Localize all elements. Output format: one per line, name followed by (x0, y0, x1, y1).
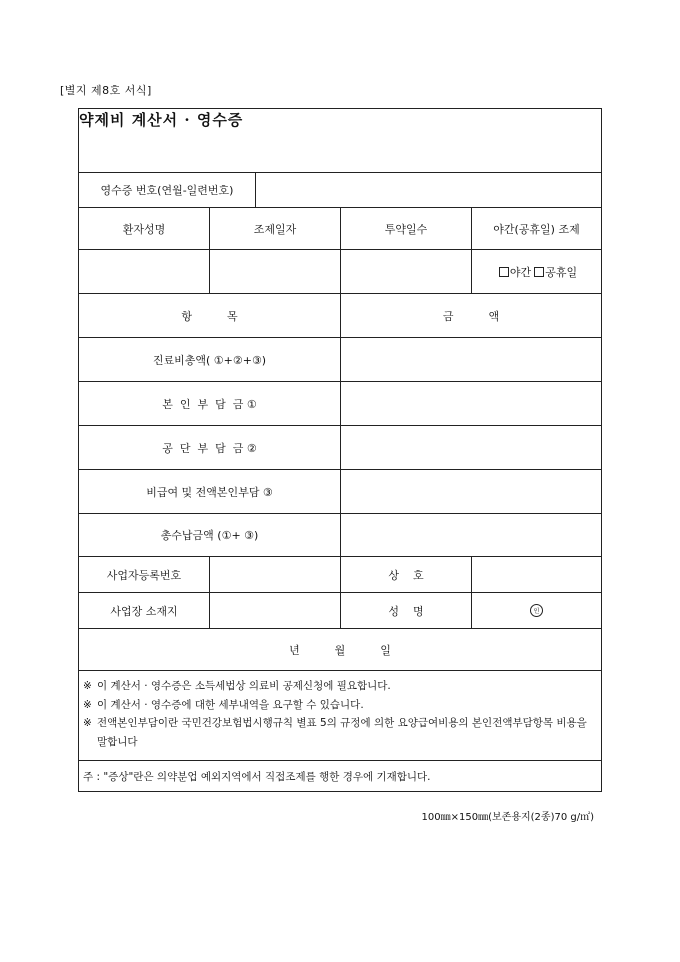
amount-header: 금 액 (442, 309, 500, 323)
dosing-days-header: 투약일수 (341, 208, 472, 249)
business-reg-field[interactable] (210, 557, 341, 592)
note-mark: ※ (83, 680, 92, 692)
patient-name-header: 환자성명 (79, 208, 210, 249)
note-item (83, 696, 597, 715)
date-row (79, 629, 601, 671)
seal-mark: 인 (530, 604, 543, 617)
holiday-checkbox[interactable] (534, 267, 544, 277)
note-item (83, 714, 597, 751)
item-label: 본 인 부 담 금 ① (79, 382, 341, 425)
date-line: 년 월 일 (289, 643, 391, 657)
item-label: 비급여 및 전액본인부담 ③ (79, 470, 341, 513)
receipt-form (78, 108, 602, 792)
paper-size-spec: 100㎜×150㎜(보존용지(2종)70 g/㎡) (421, 812, 594, 823)
representative-label: 성 명 (341, 593, 472, 628)
night-holiday-options (472, 250, 601, 293)
amount-field[interactable] (341, 338, 601, 381)
form-number: [별지 제8호 서식] (60, 84, 152, 97)
note-item (83, 677, 597, 696)
business-name-label: 상 호 (341, 557, 472, 592)
note-text: 이 계산서 · 영수증에 대한 세부내역을 요구할 수 있습니다. (97, 698, 364, 711)
item-label: 공 단 부 담 금 ② (79, 426, 341, 469)
patient-name-field[interactable] (79, 250, 210, 293)
item-row-patient-copay (79, 382, 601, 426)
business-row-2 (79, 593, 601, 629)
note-text: 이 계산서 · 영수증은 소득세법상 의료비 공제신청에 필요합니다. (97, 680, 391, 692)
item-row-total-fee (79, 338, 601, 382)
business-row-1 (79, 557, 601, 593)
business-name-field[interactable] (472, 557, 601, 592)
amount-field[interactable] (341, 470, 601, 513)
dosing-days-field[interactable] (341, 250, 472, 293)
notes-section (79, 671, 601, 761)
note-mark: ※ (83, 717, 92, 729)
note-mark: ※ (83, 698, 92, 711)
representative-field[interactable] (472, 593, 601, 628)
items-header-row (79, 294, 601, 338)
night-holiday-header: 야간(공휴일) 조제 (493, 222, 580, 236)
item-row-total-paid (79, 514, 601, 557)
business-address-label: 사업장 소재지 (79, 593, 210, 628)
footnote: 주 : "증상"란은 의약분업 예외지역에서 직접조제를 행한 경우에 기재합니다. (83, 770, 431, 783)
amount-field[interactable] (341, 382, 601, 425)
form-title: 약제비 계산서 · 영수증 (79, 109, 601, 173)
item-row-non-covered (79, 470, 601, 514)
amount-field[interactable] (341, 514, 601, 556)
item-row-insurer-share (79, 426, 601, 470)
item-label: 총수납금액 (①+ ③) (79, 514, 341, 556)
night-option-label: 야간 (509, 265, 532, 279)
item-label: 진료비총액( ①+②+③) (79, 338, 341, 381)
notes-list (79, 671, 601, 760)
patient-header-row (79, 208, 601, 250)
holiday-option-label: 공휴일 (545, 265, 578, 279)
receipt-number-row (79, 173, 601, 208)
footnote-row (79, 761, 601, 791)
receipt-number-label: 영수증 번호(연월-일련번호) (79, 173, 256, 207)
business-address-field[interactable] (210, 593, 341, 628)
business-reg-label: 사업자등록번호 (79, 557, 210, 592)
amount-field[interactable] (341, 426, 601, 469)
items-header: 항 목 (79, 294, 341, 337)
dispense-date-field[interactable] (210, 250, 341, 293)
note-text: 전액본인부담이란 국민건강보험법시행규칙 별표 5의 규정에 의한 요양급여비용의 본인전액부담항목 비용을 말합니다 (97, 717, 587, 748)
night-checkbox[interactable] (499, 267, 509, 277)
patient-value-row (79, 250, 601, 294)
dispense-date-header: 조제일자 (210, 208, 341, 249)
receipt-number-field[interactable] (256, 173, 601, 207)
